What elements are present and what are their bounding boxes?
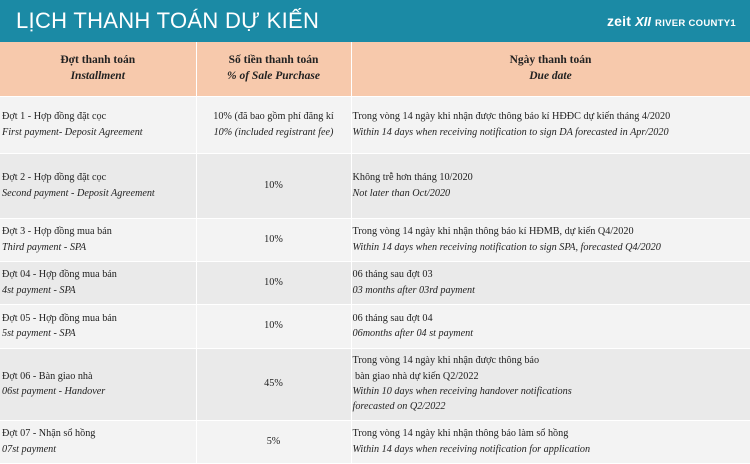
- installment-cell: Đợt 07 - Nhận sổ hồng 07st payment: [0, 420, 196, 463]
- amount-cell: 10%: [196, 261, 351, 304]
- amount-cell: 10%: [196, 304, 351, 348]
- installment-cell: Đợt 06 - Bàn giao nhà 06st payment - Handover: [0, 348, 196, 420]
- amount-cell: 10%: [196, 218, 351, 261]
- due-date-cell: Trong vòng 14 ngày khi nhận thông báo kí HĐMB, dự kiến Q4/2020 Within 14 days when receiving notification to sign SPA, forecasted Q4/2020: [351, 218, 750, 261]
- table-row: [0, 348, 750, 420]
- column-header-installment: Đợt thanh toán Installment: [0, 42, 196, 96]
- due-date-cell: Không trễ hơn tháng 10/2020 Not later than Oct/2020: [351, 153, 750, 218]
- due-date-cell: 06 tháng sau đợt 04 06months after 04 st payment: [351, 304, 750, 348]
- column-header-amount: Số tiền thanh toán % of Sale Purchase: [196, 42, 351, 96]
- title-bar: [0, 0, 750, 42]
- amount-cell: 45%: [196, 348, 351, 420]
- brand-xii: XII: [635, 14, 652, 29]
- installment-cell: Đợt 04 - Hợp đồng mua bán 4st payment - SPA: [0, 261, 196, 304]
- brand-river-county: RIVER COUNTY1: [655, 18, 736, 29]
- installment-cell: Đợt 1 - Hợp đồng đặt cọc First payment- Deposit Agreement: [0, 96, 196, 153]
- amount-cell: 10%: [196, 153, 351, 218]
- page-title: LỊCH THANH TOÁN DỰ KIẾN: [16, 8, 320, 33]
- due-date-cell: Trong vòng 14 ngày khi nhận thông báo làm sổ hồng Within 14 days when receiving notification for application: [351, 420, 750, 463]
- column-header-due-date: Ngày thanh toán Due date: [351, 42, 750, 96]
- due-date-cell: 06 tháng sau đợt 03 03 months after 03rd payment: [351, 261, 750, 304]
- brand-zeit: zeit: [606, 13, 632, 29]
- due-date-cell: Trong vòng 14 ngày khi nhận được thông báo bàn giao nhà dự kiến Q2/2022 Within 10 days when receiving handover notifications forecasted on Q2/2022: [351, 348, 750, 420]
- brand-logo: [607, 13, 736, 29]
- table-header-row: [0, 42, 750, 96]
- payment-schedule-table: [0, 42, 750, 464]
- installment-cell: Đợt 05 - Hợp đồng mua bán 5st payment - SPA: [0, 304, 196, 348]
- table-row: [0, 420, 750, 463]
- installment-cell: Đợt 3 - Hợp đồng mua bán Third payment - SPA: [0, 218, 196, 261]
- installment-cell: Đợt 2 - Hợp đồng đặt cọc Second payment - Deposit Agreement: [0, 153, 196, 218]
- table-row: [0, 218, 750, 261]
- table-row: [0, 153, 750, 218]
- amount-cell: 5%: [196, 420, 351, 463]
- table-row: [0, 96, 750, 153]
- table-row: [0, 304, 750, 348]
- table-row: [0, 261, 750, 304]
- due-date-cell: Trong vòng 14 ngày khi nhận được thông báo kí HĐĐC dự kiến tháng 4/2020 Within 14 days when receiving notification to sign DA forecasted in Apr/2020: [351, 96, 750, 153]
- amount-cell: 10% (đã bao gồm phí đăng kí 10% (included registrant fee): [196, 96, 351, 153]
